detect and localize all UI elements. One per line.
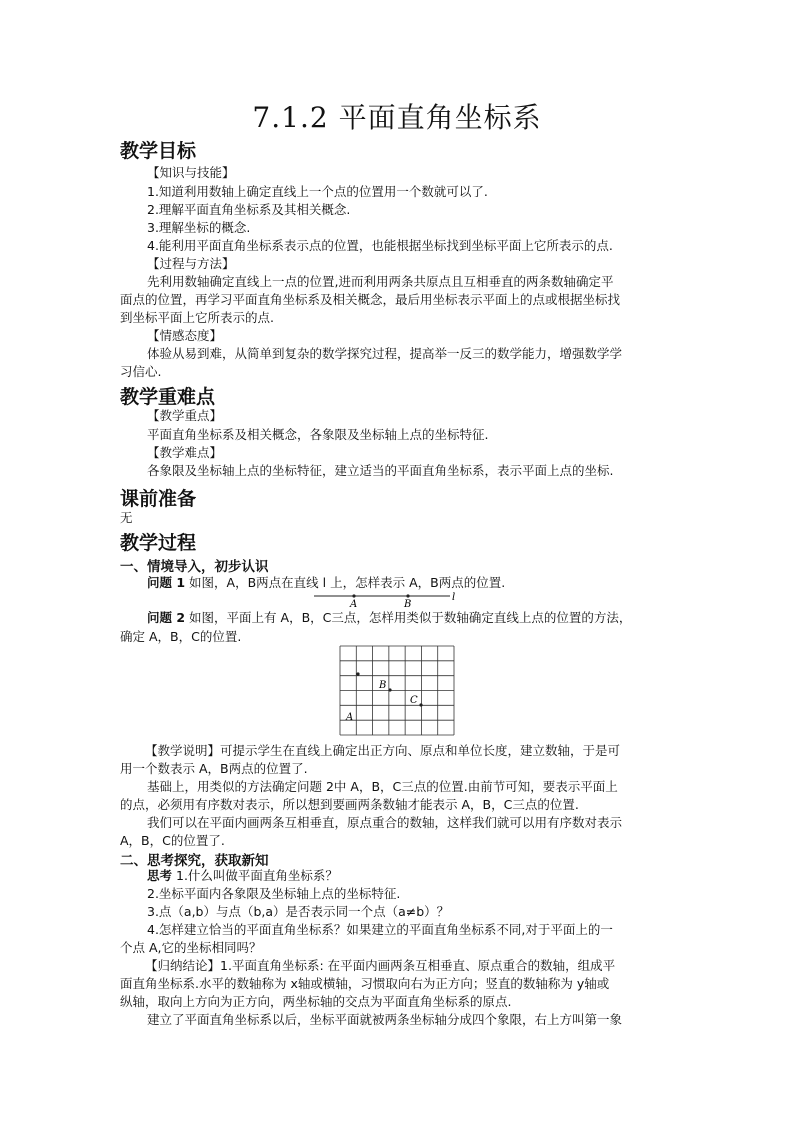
- point-c-dot: [419, 703, 422, 706]
- conclusion-label: 【归纳结论】: [145, 958, 221, 973]
- difficulty-text: 各象限及坐标轴上点的坐标特征，建立适当的平面直角坐标系，表示平面上点的坐标.: [147, 463, 614, 478]
- point-b-label: B: [404, 599, 412, 610]
- point-b-label: B: [379, 680, 387, 691]
- point-b-dot: [406, 594, 409, 597]
- label-process: 【过程与方法】: [147, 256, 235, 271]
- think-4-line-2: 个点 A,它的坐标相同吗？: [120, 940, 262, 955]
- conclusion-text-1: 1.平面直角坐标系: 在平面内画两条互相垂直、原点重合的数轴，组成平: [220, 958, 616, 973]
- figure-line-ab: [300, 588, 470, 610]
- question-2-line-2: 确定 A，B，C的位置.: [120, 629, 242, 644]
- heading-prep: 课前准备: [120, 488, 197, 510]
- goal-k4: 4.能利用平面直角坐标系表示点的位置，也能根据坐标找到坐标平面上它所表示的点.: [147, 238, 613, 253]
- label-difficulty: 【教学难点】: [147, 445, 223, 460]
- think-2: 2.坐标平面内各象限及坐标轴上点的坐标特征.: [147, 886, 401, 901]
- heading-process: 教学过程: [120, 532, 197, 554]
- note-line-1: [145, 741, 676, 761]
- question-2-line-1: [147, 608, 676, 628]
- goal-k3: 3.理解坐标的概念.: [147, 220, 251, 235]
- think-label: 思考: [147, 868, 173, 883]
- focus-text: 平面直角坐标系及相关概念，各象限及坐标轴上点的坐标特征.: [147, 427, 489, 442]
- think-1-text: 1.什么叫做平面直角坐标系？: [176, 868, 338, 883]
- point-a-dot: [356, 672, 359, 675]
- heading-key-points: 教学重难点: [120, 386, 216, 408]
- we-line-2: A，B，C的位置了.: [120, 833, 225, 848]
- heading-teaching-goals: 教学目标: [120, 140, 197, 162]
- basis-line-1: 基础上，用类似的方法确定问题 2中 A，B，C三点的位置.由前节可知，要表示平面上: [147, 779, 618, 794]
- point-c-label: C: [410, 695, 418, 706]
- label-emotion: 【情感态度】: [147, 328, 223, 343]
- conclusion-line-2: 面直角坐标系.水平的数轴称为 x轴或横轴，习惯取向右为正方向；竖直的数轴称为 y轴或: [120, 976, 610, 991]
- heading-part2: 二、思考探究，获取新知: [120, 853, 269, 869]
- point-b-dot: [388, 688, 391, 691]
- goal-k1: 1.知道利用数轴上确定直线上一个点的位置用一个数就可以了.: [147, 184, 488, 199]
- grid-lines: [340, 646, 454, 735]
- goal-k2: 2.理解平面直角坐标系及其相关概念.: [147, 202, 351, 217]
- note-line-2: 用一个数表示 A，B两点的位置了.: [120, 761, 308, 776]
- line-l-label: l: [452, 592, 456, 603]
- process-line-3: 到坐标平面上它所表示的点.: [120, 310, 274, 325]
- think-1: [147, 866, 676, 886]
- heading-part1: 一、情境导入，初步认识: [120, 559, 269, 575]
- note-label: 【教学说明】: [145, 743, 221, 758]
- point-a-label: A: [350, 599, 358, 610]
- emotion-line-2: 习信心.: [120, 364, 162, 379]
- conclusion-line-4: 建立了平面直角坐标系以后，坐标平面就被两条坐标轴分成四个象限，右上方叫第一象: [147, 1012, 623, 1027]
- basis-line-2: 的点，必须用有序数对表示，所以想到要画两条数轴才能表示 A，B，C三点的位置.: [120, 797, 579, 812]
- conclusion-line-3: 纵轴，取向上方向为正方向，两坐标轴的交点为平面直角坐标系的原点.: [120, 994, 512, 1009]
- conclusion-line-1: [145, 956, 676, 976]
- question-2-label: 问题 2: [147, 610, 186, 625]
- question-1-text: 如图，A，B两点在直线 l 上，怎样表示 A，B两点的位置.: [189, 575, 506, 590]
- process-line-2: 面点的位置，再学习平面直角坐标系及相关概念，最后用坐标表示平面上的点或根据坐标找: [120, 292, 621, 307]
- label-focus: 【教学重点】: [147, 408, 223, 423]
- think-4-line-1: 4.怎样建立恰当的平面直角坐标系？如果建立的平面直角坐标系不同,对于平面上的一: [147, 922, 613, 937]
- point-a-label: A: [346, 712, 354, 723]
- label-knowledge: 【知识与技能】: [147, 165, 235, 180]
- point-a-dot: [352, 594, 355, 597]
- question-1-label: 问题 1: [147, 575, 186, 590]
- emotion-line-1: 体验从易到难，从简单到复杂的数学探究过程，提高举一反三的数学能力，增强数学学: [147, 346, 623, 361]
- process-line-1: 先利用数轴确定直线上一点的位置,进而利用两条共原点且互相垂直的两条数轴确定平: [147, 274, 614, 289]
- we-line-1: 我们可以在平面内画两条互相垂直，原点重合的数轴，这样我们就可以用有序数对表示: [147, 815, 623, 830]
- note-text-1: 可提示学生在直线上确定出正方向、原点和单位长度，建立数轴，于是可: [220, 743, 621, 758]
- prep-text: 无: [120, 510, 133, 525]
- page-title: 7.1.2 平面直角坐标系: [252, 101, 542, 134]
- question-2-text: 如图，平面上有 A，B，C三点，怎样用类似于数轴确定直线上点的位置的方法，: [189, 610, 632, 625]
- figure-grid-abc: [339, 645, 455, 736]
- think-3: 3.点（a,b）与点（b,a）是否表示同一个点（a≠b）？: [147, 904, 450, 919]
